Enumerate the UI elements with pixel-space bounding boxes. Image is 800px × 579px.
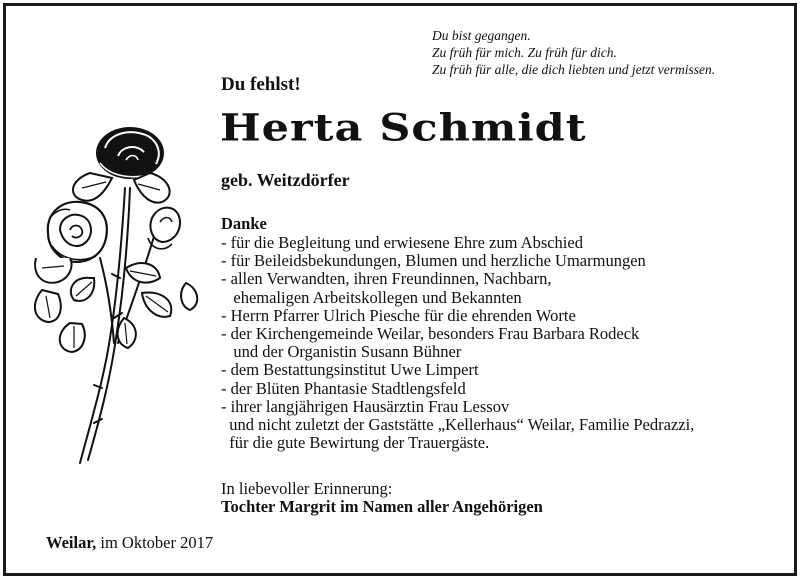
thanks-line: und nicht zuletzt der Gaststätte „Kellerhaus“ Weilar, Familie Pedrazzi, (221, 415, 695, 435)
thanks-line: - für Beileidsbekundungen, Blumen und herzliche Umarmungen (221, 251, 646, 271)
poem-line: Zu früh für mich. Zu früh für dich. (432, 45, 617, 60)
closing-line: In liebevoller Erinnerung: (221, 479, 393, 498)
place: Weilar, (46, 533, 97, 552)
intro-text: Du fehlst! (221, 74, 301, 95)
rose-bloom (73, 127, 170, 203)
thanks-line: ehemaligen Arbeitskollegen und Bekannten (221, 287, 522, 307)
rose-illustration (30, 118, 205, 473)
thanks-line: - ihrer langjährigen Hausärztin Frau Lessov (221, 396, 510, 416)
thanks-line: - der Blüten Phantasie Stadtlengsfeld (221, 378, 466, 398)
thanks-line: - dem Bestattungsinstitut Uwe Limpert (221, 360, 479, 380)
poem-line: Du bist gegangen. (432, 28, 531, 43)
place-date (46, 533, 213, 553)
thanks-line: - allen Verwandten, ihren Freundinnen, Nachbarn, (221, 269, 552, 289)
poem (432, 27, 715, 78)
thanks-line: für die gute Bewirtung der Trauergäste. (221, 433, 490, 453)
signature: Tochter Margrit im Namen aller Angehörigen (221, 497, 543, 516)
thanks-line: und der Organistin Susann Bühner (221, 342, 462, 362)
date: im Oktober 2017 (100, 533, 214, 552)
thanks-line: - der Kirchengemeinde Weilar, besonders Frau Barbara Rodeck (221, 324, 640, 344)
thanks-line: - Herrn Pfarrer Ulrich Piesche für die ehrenden Worte (221, 305, 576, 325)
rose-bloom (35, 202, 107, 283)
thanks-list (221, 234, 694, 452)
thanks-heading: Danke (221, 214, 267, 233)
deceased-name: Herta Schmidt (220, 107, 587, 150)
poem-line: Zu früh für alle, die dich liebten und jetzt vermissen. (432, 62, 716, 77)
thanks-line: - für die Begleitung und erwiesene Ehre zum Abschied (221, 233, 583, 252)
maiden-name: geb. Weitzdörfer (221, 170, 350, 190)
